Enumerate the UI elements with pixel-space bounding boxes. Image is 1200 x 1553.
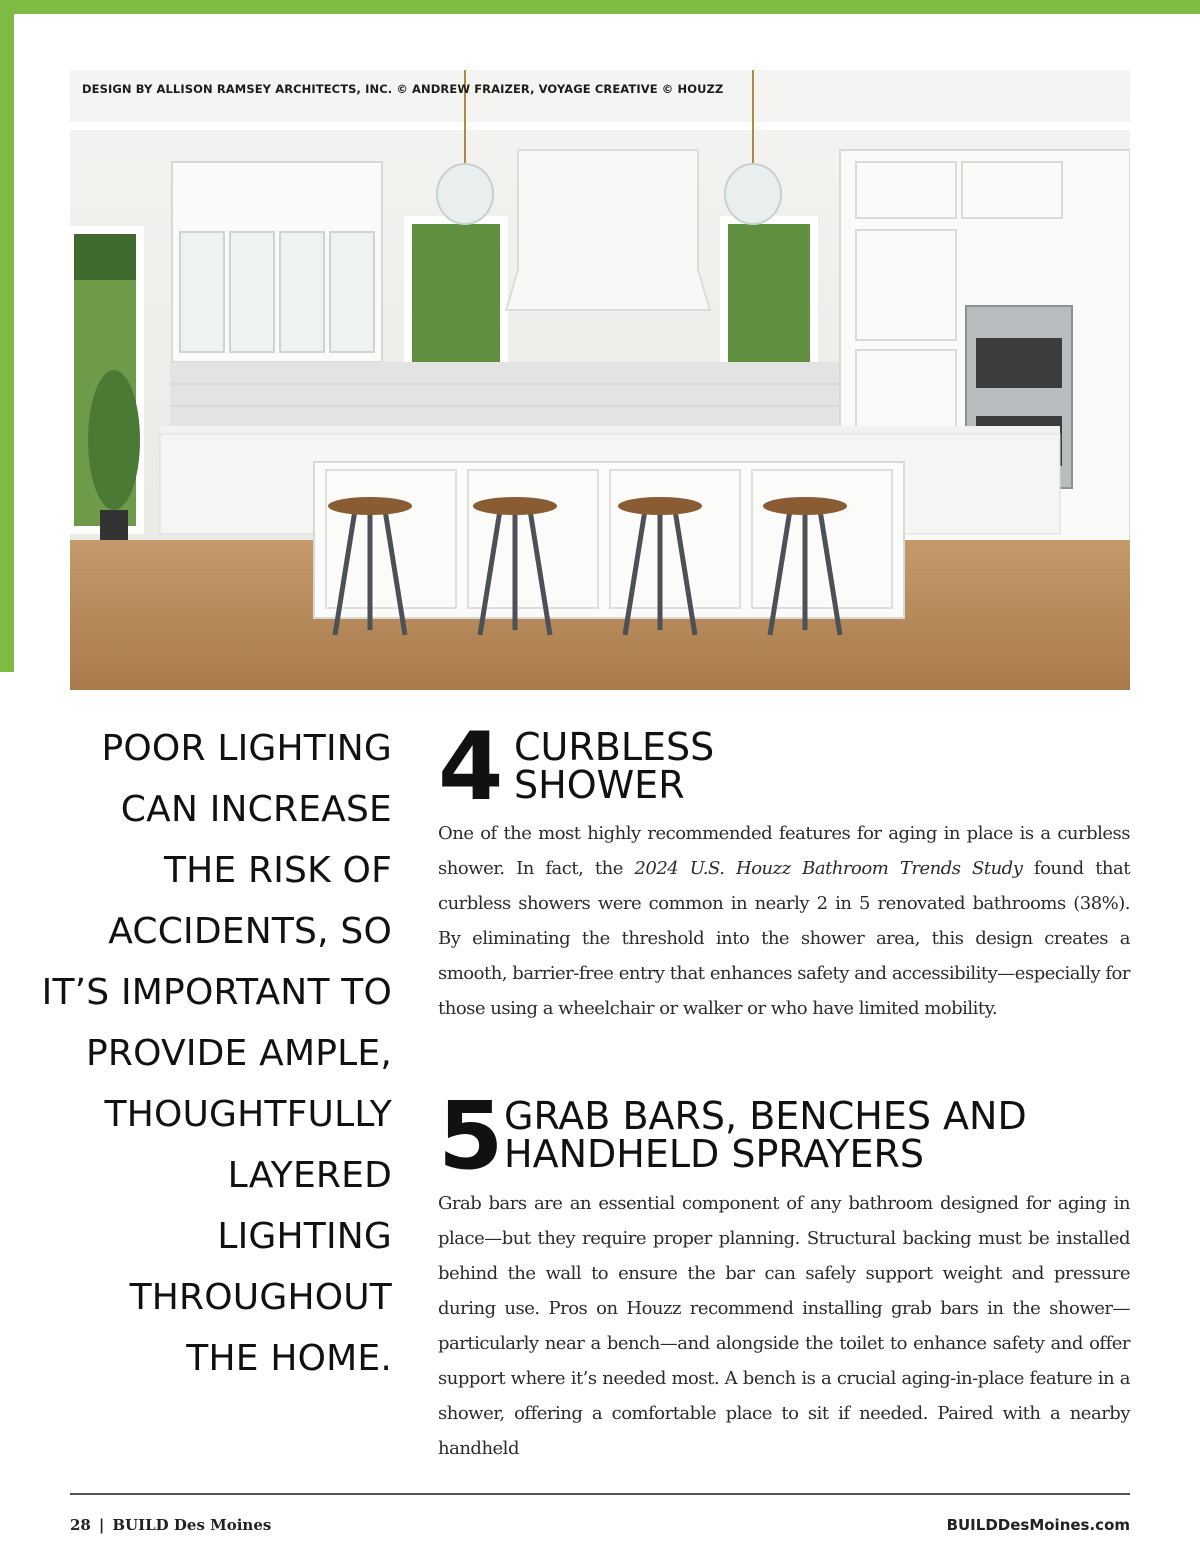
pull-quote-line: THOUGHTFULLY — [104, 1094, 392, 1135]
section-title — [504, 1094, 1027, 1176]
body-text: One of the most highly recommended features for aging in place is a curbless shower. In fact, the — [438, 823, 1130, 879]
pull-quote-line: IT’S IMPORTANT TO — [41, 972, 392, 1013]
section-number: 4 — [438, 713, 501, 822]
pull-quote-line: THE HOME. — [186, 1338, 392, 1379]
page-number: 28 — [70, 1516, 91, 1534]
section-title-line: HANDHELD SPRAYERS — [504, 1132, 925, 1176]
section-title — [514, 725, 715, 807]
pull-quote-line: THROUGHOUT — [129, 1277, 392, 1318]
section-title-line: CURBLESS — [514, 725, 715, 769]
footer-left — [70, 1516, 271, 1534]
accent-bar-top — [0, 0, 1200, 14]
pull-quote-line: CAN INCREASE — [120, 789, 392, 830]
pull-quote-line: ACCIDENTS, SO — [108, 911, 392, 952]
website-link[interactable]: BUILDDesMoines.com — [946, 1516, 1130, 1534]
publication-name: BUILD Des Moines — [112, 1516, 272, 1534]
pull-quote-line: LIGHTING — [217, 1216, 392, 1257]
body-text: found that curbless showers were common in nearly 2 in 5 renovated bathrooms (38%). By eliminating the threshold into the shower area, this design creates a smooth, barrier-free entry that enhances safety and accessibility—especially for those using a wheelchair or walker or who have limited mobility. — [438, 858, 1130, 1019]
section-number: 5 — [438, 1082, 501, 1191]
section-4-body — [438, 816, 1130, 1026]
pull-quote-line: THE RISK OF — [163, 850, 392, 891]
section-title-line: SHOWER — [514, 763, 685, 807]
kitchen-photo — [70, 70, 1130, 690]
pull-quote — [30, 718, 392, 1389]
footer-divider — [70, 1493, 1130, 1495]
pull-quote-line: PROVIDE AMPLE, — [85, 1033, 392, 1074]
footer-separator: | — [98, 1516, 105, 1534]
section-5-body: Grab bars are an essential component of any bathroom designed for aging in place—but they require proper planning. Structural backing must be installed behind the wall to ensure the bar can safely support weight and pressure during use. Pros on Houzz recommend installing grab bars in the shower—particularly near a bench—and alongside the toilet to enhance safety and offer support where it’s needed most. A bench is a crucial aging-in-place feature in a shower, offering a comfortable place to sit if needed. Paired with a nearby handheld — [438, 1193, 1130, 1459]
photo-credit: DESIGN BY ALLISON RAMSEY ARCHITECTS, INC. © ANDREW FRAIZER, VOYAGE CREATIVE © HOUZZ — [82, 82, 724, 96]
study-title: 2024 U.S. Houzz Bathroom Trends Study — [634, 858, 1023, 879]
pull-quote-line: LAYERED — [227, 1155, 392, 1196]
section-title-line: GRAB BARS, BENCHES AND — [504, 1094, 1027, 1138]
accent-bar-left — [0, 0, 14, 672]
pull-quote-line: POOR LIGHTING — [101, 728, 392, 769]
